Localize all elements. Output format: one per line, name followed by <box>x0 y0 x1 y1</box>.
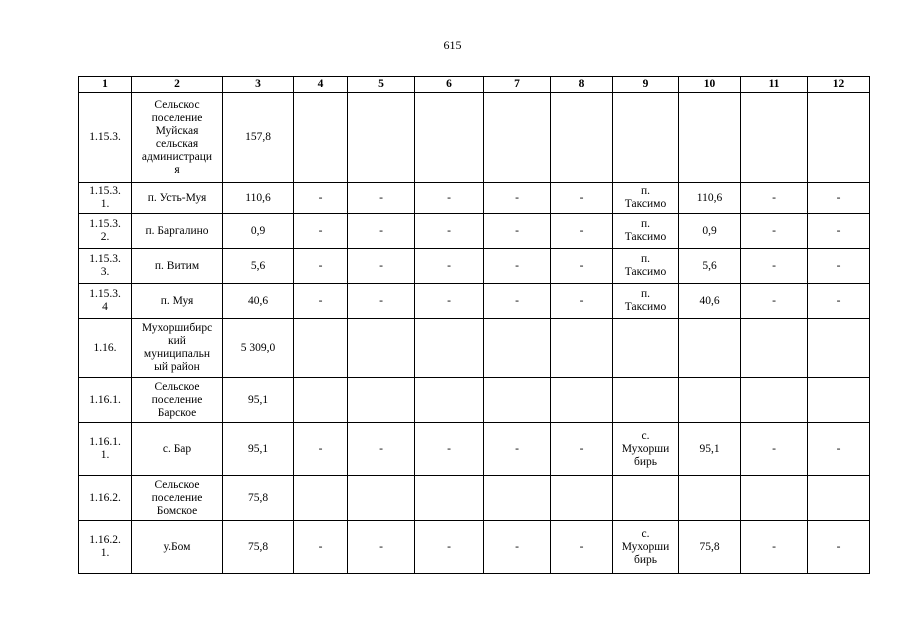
table-cell: - <box>415 284 484 319</box>
table-cell <box>132 93 223 183</box>
table-cell <box>294 319 348 378</box>
table-cell: - <box>348 284 415 319</box>
table-cell <box>808 378 870 423</box>
column-header: 7 <box>484 77 551 93</box>
table-cell: - <box>551 183 613 214</box>
header-row <box>79 77 870 93</box>
table-cell <box>613 521 679 574</box>
table-cell: 40,6 <box>223 284 294 319</box>
table-cell: п. Баргалино <box>132 214 223 249</box>
table-cell <box>679 319 741 378</box>
table-cell <box>551 319 613 378</box>
table-cell: - <box>348 183 415 214</box>
data-table <box>78 76 870 574</box>
table-cell: - <box>808 214 870 249</box>
table-row <box>79 319 870 378</box>
table-cell: - <box>484 284 551 319</box>
table-cell <box>741 476 808 521</box>
cell-line: Мухорши <box>621 540 670 553</box>
cell-line: сельская <box>155 137 199 150</box>
table-cell <box>79 284 132 319</box>
table-cell: - <box>551 521 613 574</box>
table-cell: 157,8 <box>223 93 294 183</box>
cell-line: бирь <box>634 455 657 468</box>
cell-line: 1.15.3. <box>89 218 121 230</box>
table-cell <box>613 284 679 319</box>
table-cell <box>484 319 551 378</box>
table-cell <box>741 378 808 423</box>
table-cell: - <box>808 284 870 319</box>
table-cell <box>348 93 415 183</box>
table-cell: 95,1 <box>223 423 294 476</box>
table-cell <box>132 378 223 423</box>
table-cell <box>415 319 484 378</box>
cell-line: Сельскос <box>154 98 200 111</box>
table-cell: - <box>294 249 348 284</box>
table-cell: с. Бар <box>132 423 223 476</box>
table-row <box>79 249 870 284</box>
table-cell: - <box>484 423 551 476</box>
cell-line: п. <box>640 288 651 300</box>
table-cell <box>294 378 348 423</box>
cell-line: Сельское <box>154 380 200 393</box>
table-cell <box>551 476 613 521</box>
table-cell <box>808 319 870 378</box>
table-cell: 75,8 <box>679 521 741 574</box>
table-cell: - <box>551 423 613 476</box>
table-cell: - <box>294 214 348 249</box>
table-cell <box>79 214 132 249</box>
cell-line: Таксимо <box>624 231 667 243</box>
table-cell: - <box>741 423 808 476</box>
table-cell <box>79 423 132 476</box>
table-cell: 0,9 <box>679 214 741 249</box>
table-cell <box>679 378 741 423</box>
table-cell <box>613 214 679 249</box>
cell-line: Мухоршибирс <box>141 322 213 334</box>
table-cell: 5,6 <box>679 249 741 284</box>
column-header: 3 <box>223 77 294 93</box>
column-header: 9 <box>613 77 679 93</box>
table-cell: - <box>294 521 348 574</box>
table-cell: 1.15.3. <box>79 93 132 183</box>
table-cell: - <box>294 284 348 319</box>
table-cell: 95,1 <box>223 378 294 423</box>
table-cell: 110,6 <box>223 183 294 214</box>
table-cell <box>613 183 679 214</box>
table-cell: - <box>415 521 484 574</box>
cell-line: кий <box>168 335 186 347</box>
table-row <box>79 214 870 249</box>
table-cell <box>741 319 808 378</box>
cell-line: 1.15.3. <box>89 253 121 265</box>
cell-line: п. <box>640 253 651 265</box>
cell-line: п. <box>640 218 651 230</box>
cell-line: администраци <box>141 150 213 163</box>
table-cell <box>484 378 551 423</box>
table-cell <box>348 476 415 521</box>
table-cell <box>79 183 132 214</box>
cell-line: 1.15.3. <box>89 185 121 197</box>
table-cell: п. Муя <box>132 284 223 319</box>
cell-line: бирь <box>634 553 657 566</box>
cell-line: Таксимо <box>624 198 667 210</box>
cell-line: 1. <box>100 198 110 210</box>
table-row <box>79 183 870 214</box>
table-cell: 1.16.1. <box>79 378 132 423</box>
cell-line: 1.15.3. <box>89 288 121 300</box>
table-cell: - <box>741 249 808 284</box>
column-header: 5 <box>348 77 415 93</box>
table-cell <box>613 93 679 183</box>
table-cell: - <box>294 423 348 476</box>
table-cell: - <box>484 521 551 574</box>
table-cell <box>79 521 132 574</box>
table-cell: - <box>348 214 415 249</box>
table-cell: - <box>551 214 613 249</box>
cell-line: Таксимо <box>624 266 667 278</box>
table-cell <box>551 378 613 423</box>
table-cell: - <box>484 249 551 284</box>
cell-line: Муйская <box>155 124 199 137</box>
table-cell: - <box>741 521 808 574</box>
table-cell: - <box>415 214 484 249</box>
table-cell <box>679 93 741 183</box>
cell-line: 1. <box>100 547 110 559</box>
cell-line: с. <box>641 429 650 442</box>
table-cell <box>613 319 679 378</box>
table-cell: - <box>551 249 613 284</box>
table-cell <box>484 93 551 183</box>
cell-line: ый район <box>154 361 200 373</box>
table-cell: 95,1 <box>679 423 741 476</box>
table-cell: - <box>808 521 870 574</box>
column-header: 2 <box>132 77 223 93</box>
table-cell <box>613 423 679 476</box>
table-row <box>79 93 870 183</box>
table-cell: п. Усть-Муя <box>132 183 223 214</box>
cell-line: с. <box>641 527 650 540</box>
table-cell: - <box>415 423 484 476</box>
table-cell <box>132 476 223 521</box>
cell-line: поселение <box>151 111 203 124</box>
table-cell <box>415 93 484 183</box>
cell-line: 4 <box>102 301 108 313</box>
column-header: 6 <box>415 77 484 93</box>
table-cell <box>348 378 415 423</box>
table-cell <box>348 319 415 378</box>
table-cell: - <box>415 249 484 284</box>
table-cell <box>294 476 348 521</box>
table-cell <box>808 476 870 521</box>
table-cell: 75,8 <box>223 476 294 521</box>
cell-line: Барское <box>157 406 197 419</box>
table-cell: - <box>484 183 551 214</box>
table-cell: 40,6 <box>679 284 741 319</box>
table-row <box>79 521 870 574</box>
table-row <box>79 284 870 319</box>
table-cell: - <box>741 284 808 319</box>
cell-line: Сельское <box>154 478 200 491</box>
cell-line: Мухорши <box>621 442 670 455</box>
table-cell: 75,8 <box>223 521 294 574</box>
table-cell: 110,6 <box>679 183 741 214</box>
cell-line: я <box>174 163 180 176</box>
table-row <box>79 476 870 521</box>
cell-line: 3. <box>100 266 110 278</box>
column-header: 10 <box>679 77 741 93</box>
column-header: 1 <box>79 77 132 93</box>
cell-line: 2. <box>100 231 110 243</box>
table-cell: - <box>348 423 415 476</box>
table-cell: 1.16. <box>79 319 132 378</box>
table-cell: - <box>741 183 808 214</box>
cell-line: муниципальн <box>143 348 211 360</box>
table-cell: 1.16.2. <box>79 476 132 521</box>
table-cell <box>613 249 679 284</box>
column-header: 4 <box>294 77 348 93</box>
cell-line: поселение <box>151 491 203 504</box>
cell-line: 1.16.1. <box>89 436 121 448</box>
column-header: 12 <box>808 77 870 93</box>
table-cell: 5 309,0 <box>223 319 294 378</box>
table-cell <box>808 93 870 183</box>
table-cell <box>79 249 132 284</box>
cell-line: 1. <box>100 449 110 461</box>
table-cell: - <box>415 183 484 214</box>
table-cell: 5,6 <box>223 249 294 284</box>
table-cell <box>294 93 348 183</box>
table-cell: - <box>348 249 415 284</box>
table-cell: 0,9 <box>223 214 294 249</box>
column-header: 8 <box>551 77 613 93</box>
table-row <box>79 378 870 423</box>
cell-line: п. <box>640 185 651 197</box>
table-cell <box>613 378 679 423</box>
cell-line: поселение <box>151 393 203 406</box>
page-number: 615 <box>443 38 462 52</box>
table-cell <box>415 378 484 423</box>
cell-line: 1.16.2. <box>89 534 121 546</box>
table-cell <box>415 476 484 521</box>
table-cell: - <box>808 183 870 214</box>
table-cell <box>484 476 551 521</box>
column-header: 11 <box>741 77 808 93</box>
table-cell: - <box>484 214 551 249</box>
table-cell: - <box>808 423 870 476</box>
cell-line: Бомское <box>156 504 198 517</box>
table-row <box>79 423 870 476</box>
table-cell <box>741 93 808 183</box>
table-cell: - <box>741 214 808 249</box>
table-cell: - <box>294 183 348 214</box>
table-cell: у.Бом <box>132 521 223 574</box>
cell-line: Таксимо <box>624 301 667 313</box>
table-cell <box>679 476 741 521</box>
table-cell: п. Витим <box>132 249 223 284</box>
table-cell: - <box>808 249 870 284</box>
table-cell <box>613 476 679 521</box>
table-cell: - <box>551 284 613 319</box>
table-cell: - <box>348 521 415 574</box>
table-cell <box>132 319 223 378</box>
table-cell <box>551 93 613 183</box>
